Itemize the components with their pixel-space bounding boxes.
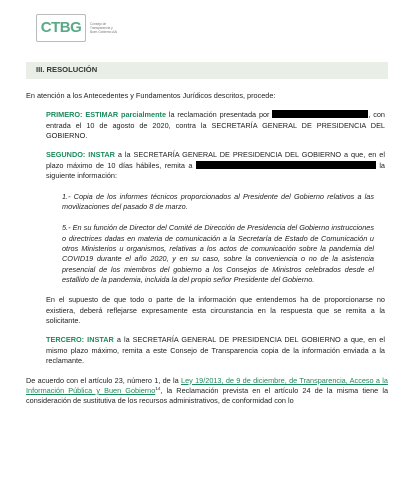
tercero-paragraph [46,335,385,366]
logo-text: CTBG [40,19,82,37]
logo-subtitle [90,22,124,34]
logo-subtitle-line: Transparencia y [90,26,113,30]
logo-subtitle-line: Consejo de [90,22,107,26]
redacted-name [272,110,368,118]
section-title: III. RESOLUCIÓN [36,65,98,75]
ctbg-logo [36,14,124,42]
primero-label: PRIMERO: ESTIMAR parcialmente [46,110,167,120]
supuesto-paragraph: En el supuesto de que todo o parte de la información que entendemos ha de proporcionarse no existiera, deberá reflejarse expresamente esta circunstancia en la respuesta que se remita a la solicitante. [46,295,385,326]
intro-paragraph: En atención a los Antecedentes y Fundamentos Jurídicos descritos, procede: [26,91,276,100]
segundo-text-1: a la SECRETARÍA GENERAL DE PRESIDENCIA DEL GOBIERNO a que, en el plazo máximo de 10 días hábiles, remita a [46,150,385,170]
segundo-label: SEGUNDO: INSTAR [46,150,115,160]
final-text-1: De acuerdo con el artículo 23, número 1, de la [26,375,182,385]
segundo-text-2: la siguiente información: [46,160,385,181]
logo-subtitle-line: Buen Gobierno AAI [90,30,118,34]
final-text-2: , la Reclamación prevista en el artículo 24 de la misma tiene la consideración de sustitutiva de los recursos administrativos, de conformidad con lo [26,385,389,406]
footnote-marker[interactable]: 14 [155,385,161,391]
primero-text-2: , con entrada el 10 de agosto de 2020, contra la SECRETARÍA GENERAL DE PRESIDENCIA DEL GOBIERNO. [46,110,385,141]
ctbg-logo-mark [36,14,86,42]
tercero-text: a la SECRETARÍA GENERAL DE PRESIDENCIA DEL GOBIERNO a que, en el mismo plazo máximo, remita a este Consejo de Transparencia copia de la información enviada a la reclamante. [46,335,385,366]
document-body [26,91,388,407]
final-paragraph [26,376,388,407]
section-header-bar [26,62,388,79]
quote-item-5: 5.- En su función de Director del Comité de Dirección de Presidencia del Gobierno instrucciones o directrices dadas en materia de comunicación a la Secretaría de Estado de Comunicación u otros Ministerios u organismos, relativas a los actos de comunicación sobre la pandemia del COVID19 durante el año 2020, y en su caso, sobre la conveniencia o no de la asistencia presencial de los miembros del gobierno a los Consejos de Ministros celebrados desde el estallido de la pandemia, incluida la del propio señor Presidente del Gobierno. [62,223,374,285]
redacted-name [196,161,376,169]
ley-19-2013-link[interactable]: Ley 19/2013, de 9 de diciembre, de Transparencia, Acceso a la Información Pública y Buen Gobierno [26,375,388,395]
quote-item-1: 1.- Copia de los informes técnicos proporcionados al Presidente del Gobierno relativos a las movilizaciones del pasado 8 de marzo. [62,191,374,211]
tercero-label: TERCERO: INSTAR [46,335,114,345]
primero-text-1: la reclamación presentada por [166,110,273,120]
segundo-paragraph [46,150,385,181]
primero-paragraph [46,110,385,141]
